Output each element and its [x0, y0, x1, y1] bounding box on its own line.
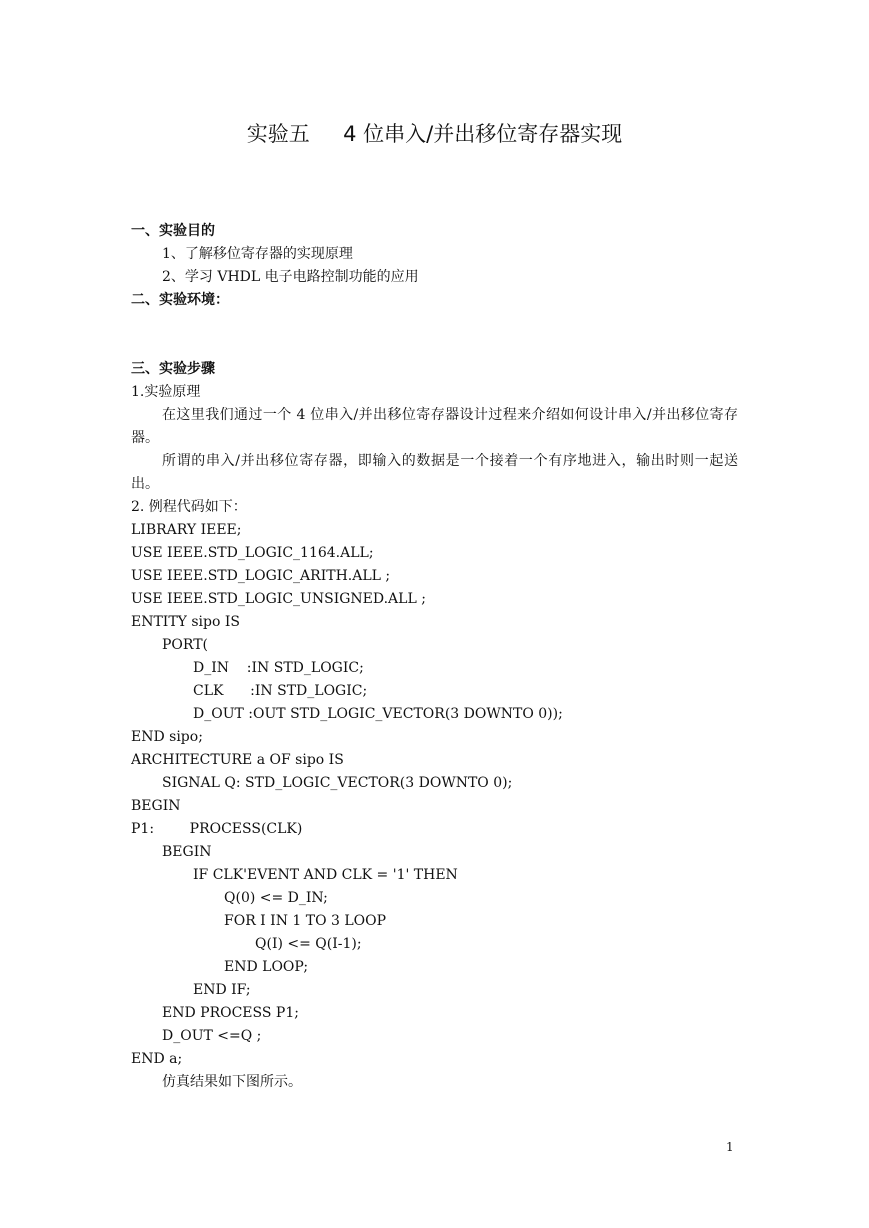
code-line: USE IEEE.STD_LOGIC_UNSIGNED.ALL ; [131, 591, 426, 607]
blank-space [131, 312, 738, 358]
code-block [131, 519, 738, 1071]
code-line: P1: PROCESS(CLK) [131, 821, 303, 837]
code-line: SIGNAL Q: STD_LOGIC_VECTOR(3 DOWNTO 0); [162, 775, 513, 791]
code-line: END IF; [193, 982, 251, 998]
paragraph-principle-2: 所谓的串入/并出移位寄存器，即输入的数据是一个接着一个有序地进入，输出时则一起送出。 [131, 453, 738, 492]
subheading-principle: 1.实验原理 [131, 384, 201, 400]
section-heading-environment: 二、实验环境： [131, 292, 229, 308]
code-line: END LOOP; [224, 959, 309, 975]
section-heading-steps: 三、实验步骤 [131, 361, 215, 377]
code-line: Q(0) <= D_IN; [224, 890, 328, 906]
code-line: BEGIN [131, 798, 181, 814]
code-line: END sipo; [131, 729, 203, 745]
section-heading-objectives: 一、实验目的 [131, 223, 215, 239]
subheading-code: 2. 例程代码如下： [131, 499, 247, 515]
code-line: CLK :IN STD_LOGIC; [193, 683, 368, 699]
code-line: IF CLK'EVENT AND CLK = '1' THEN [193, 867, 458, 883]
document-body [131, 220, 738, 1094]
code-line: LIBRARY IEEE; [131, 522, 242, 538]
code-line: PORT( [162, 637, 208, 653]
closing-text: 仿真结果如下图所示。 [162, 1074, 302, 1090]
code-line: USE IEEE.STD_LOGIC_ARITH.ALL ; [131, 568, 391, 584]
objective-item: 2、学习 VHDL 电子电路控制功能的应用 [162, 269, 419, 285]
code-line: ARCHITECTURE a OF sipo IS [131, 752, 344, 768]
code-line: D_OUT <=Q ; [162, 1028, 262, 1044]
code-line: USE IEEE.STD_LOGIC_1164.ALL; [131, 545, 374, 561]
document-title: 实验五 4 位串入/并出移位寄存器实现 [246, 122, 623, 146]
objective-item: 1、了解移位寄存器的实现原理 [162, 246, 353, 262]
page-number: 1 [726, 1140, 734, 1154]
code-line: END PROCESS P1; [162, 1005, 299, 1021]
code-line: Q(I) <= Q(I-1); [255, 936, 362, 952]
code-line: END a; [131, 1051, 183, 1067]
code-line: BEGIN [162, 844, 212, 860]
code-line: D_OUT :OUT STD_LOGIC_VECTOR(3 DOWNTO 0)); [193, 706, 563, 722]
code-line: ENTITY sipo IS [131, 614, 240, 630]
code-line: FOR I IN 1 TO 3 LOOP [224, 913, 387, 929]
paragraph-principle-1: 在这里我们通过一个 4 位串入/并出移位寄存器设计过程来介绍如何设计串入/并出移位寄存器。 [131, 407, 738, 446]
code-line: D_IN :IN STD_LOGIC; [193, 660, 364, 676]
